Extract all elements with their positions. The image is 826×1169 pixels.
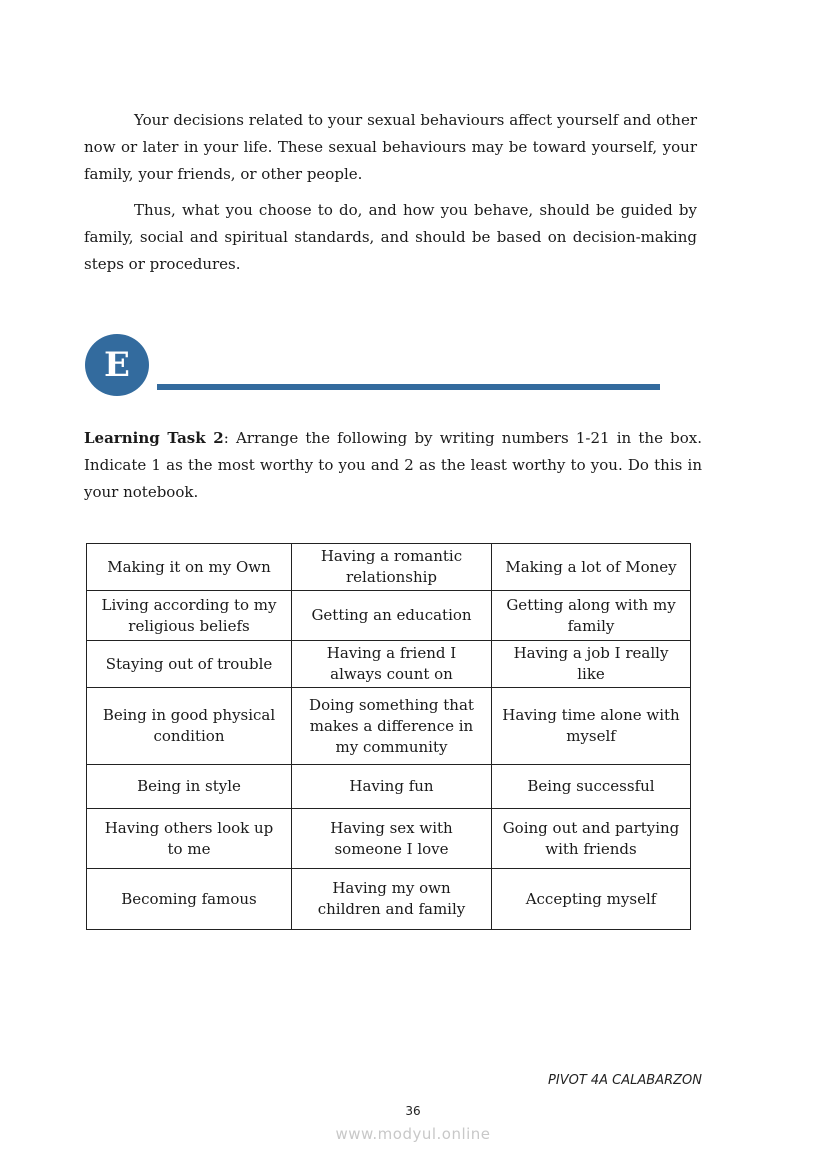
- intro-paragraph-1: Your decisions related to your sexual behaviours affect yourself and other now or later in your life. These sexual behaviours may be toward yourself, your family, your friends, or other people.: [84, 111, 697, 183]
- table-cell: Making it on my Own: [87, 544, 292, 591]
- table-row: [87, 688, 691, 765]
- table-cell: Having sex with someone I love: [292, 809, 492, 869]
- table-cell: Having time alone with myself: [492, 688, 691, 765]
- table-cell: Being successful: [492, 765, 691, 809]
- table-cell: Having a job I really like: [492, 641, 691, 688]
- table-cell: Making a lot of Money: [492, 544, 691, 591]
- table-cell: Being in style: [87, 765, 292, 809]
- table-row: [87, 869, 691, 930]
- table-row: [87, 641, 691, 688]
- table-cell: Getting an education: [292, 591, 492, 641]
- table-cell: Accepting myself: [492, 869, 691, 930]
- table-row: [87, 544, 691, 591]
- table-cell: Having a romantic relationship: [292, 544, 492, 591]
- table-row: [87, 809, 691, 869]
- watermark: www.modyul.online: [335, 1125, 491, 1143]
- table-row: [87, 765, 691, 809]
- learning-task-instruction: [84, 425, 702, 506]
- table-cell: Staying out of trouble: [87, 641, 292, 688]
- table-row: [87, 591, 691, 641]
- section-letter-badge: [85, 334, 149, 396]
- section-letter: E: [104, 345, 130, 385]
- table-cell: Having others look up to me: [87, 809, 292, 869]
- section-divider-line: [157, 384, 660, 390]
- table-cell: Going out and partying with friends: [492, 809, 691, 869]
- learning-task-text: : Arrange the following by writing numbers 1-21 in the box. Indicate 1 as the most worthy to you and 2 as the least worthy to you. Do this in your notebook.: [84, 429, 702, 501]
- intro-paragraph-2: Thus, what you choose to do, and how you behave, should be guided by family, social and spiritual standards, and should be based on decision-making steps or procedures.: [84, 201, 697, 273]
- table-cell: Getting along with my family: [492, 591, 691, 641]
- table-cell: Having my own children and family: [292, 869, 492, 930]
- table-cell: Having fun: [292, 765, 492, 809]
- table-cell: Doing something that makes a difference in my community: [292, 688, 492, 765]
- learning-task-label: Learning Task 2: [84, 429, 224, 447]
- values-table: [86, 543, 691, 930]
- table-cell: Having a friend I always count on: [292, 641, 492, 688]
- table-cell: Being in good physical condition: [87, 688, 292, 765]
- page-number: 36: [405, 1104, 421, 1118]
- footer-organization: PIVOT 4A CALABARZON: [548, 1073, 702, 1088]
- table-cell: Becoming famous: [87, 869, 292, 930]
- table-cell: Living according to my religious beliefs: [87, 591, 292, 641]
